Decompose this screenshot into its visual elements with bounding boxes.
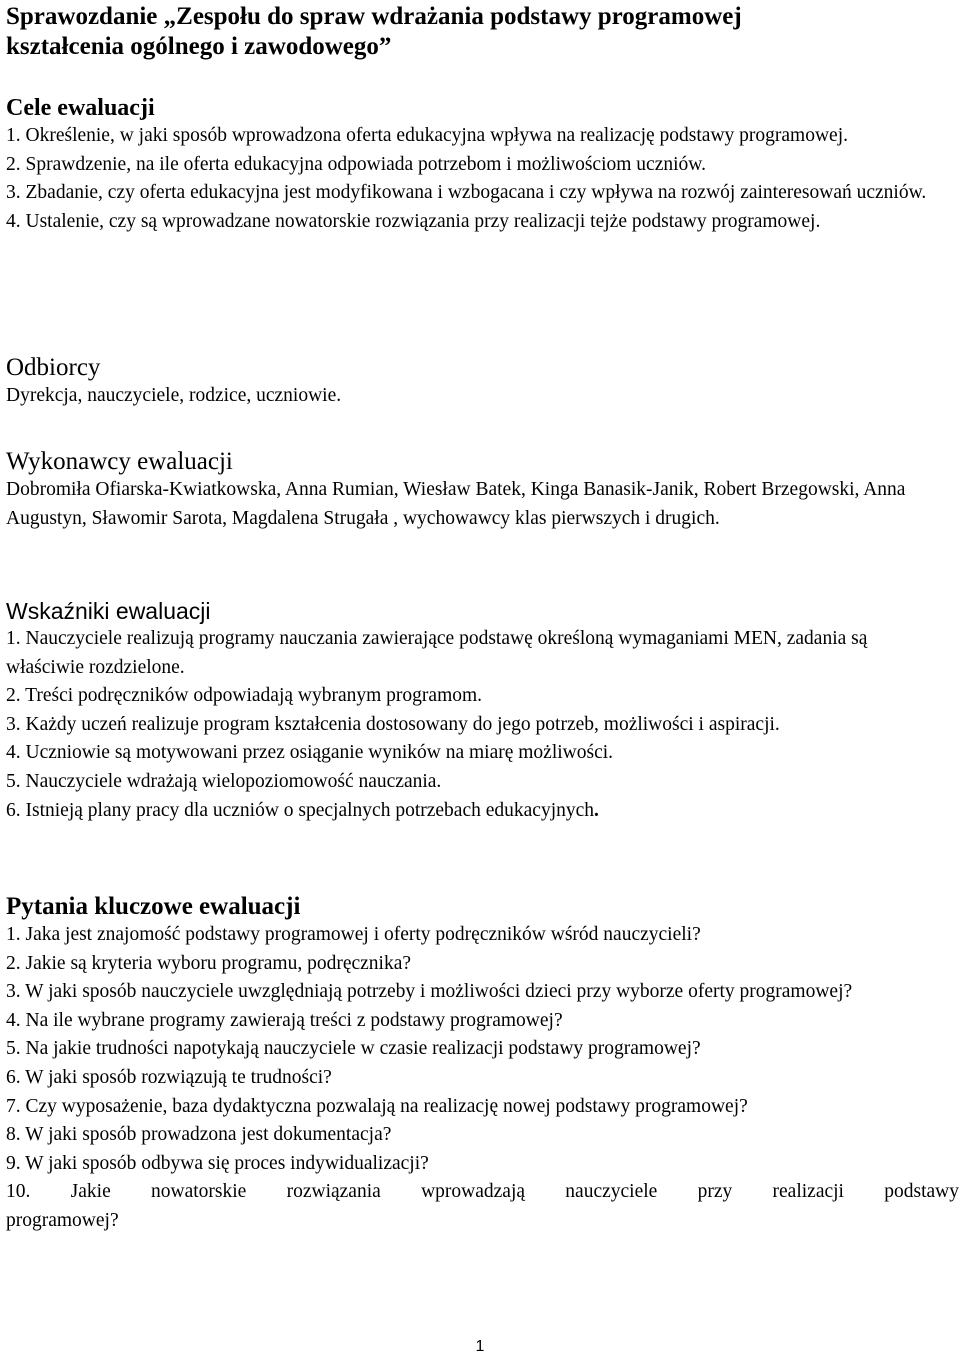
wskazniki-item-period: .	[594, 799, 599, 821]
pytania-item: 6. W jaki sposób rozwiązują te trudności?	[6, 1066, 332, 1088]
pytania-item: 2. Jakie są kryteria wyboru programu, podręcznika?	[6, 952, 412, 974]
pytania-item: 5. Na jakie trudności napotykają nauczyciele w czasie realizacji podstawy programowej?	[6, 1038, 701, 1060]
wykonawcy-text: Dobromiła Ofiarska-Kwiatkowska, Anna Rumian, Wiesław Batek, Kinga Banasik-Janik, Robert Brzegowski, Anna Augustyn, Sławomir Sarota, Magdalena Strugała , wychowawcy klas pierwszych i drugich.	[6, 479, 906, 529]
cele-item: 2. Sprawdzenie, na ile oferta edukacyjna odpowiada potrzebom i możliwościom uczniów.	[6, 153, 706, 175]
pytania-item: 7. Czy wyposażenie, baza dydaktyczna pozwalają na realizację nowej podstawy programowej?	[6, 1095, 748, 1117]
pytania-section	[6, 893, 960, 1236]
pytania-heading: Pytania kluczowe ewaluacji	[6, 893, 301, 920]
wskazniki-section	[6, 597, 960, 825]
odbiorcy-text: Dyrekcja, nauczyciele, rodzice, uczniowie.	[6, 385, 342, 406]
page-number: 1	[475, 1338, 485, 1355]
wykonawcy-section	[6, 448, 960, 533]
odbiorcy-heading: Odbiorcy	[6, 354, 101, 381]
wskazniki-item: 3. Każdy uczeń realizuje program kształcenia dostosowany do jego potrzeb, możliwości i aspiracji.	[6, 713, 780, 735]
pytania-item: 3. W jaki sposób nauczyciele uwzględniają potrzeby i możliwości dzieci przy wyborze oferty programowej?	[6, 981, 853, 1003]
odbiorcy-section	[6, 354, 960, 411]
wskazniki-item-text: 6. Istnieją plany pracy dla uczniów o specjalnych potrzebach edukacyjnych	[6, 799, 595, 821]
document-title	[6, 2, 956, 62]
cele-list	[6, 122, 960, 236]
wskazniki-item: 4. Uczniowie są motywowani przez osiąganie wyników na miarę możliwości.	[6, 742, 614, 764]
title-line-1: Sprawozdanie „Zespołu do spraw wdrażania podstawy programowej	[6, 3, 742, 30]
cele-item: 4. Ustalenie, czy są wprowadzane nowatorskie rozwiązania przy realizacji tejże podstawy programowej.	[6, 210, 821, 232]
pytania-item-10-line-2: programowej?	[6, 1209, 119, 1231]
wskazniki-item: 5. Nauczyciele wdrażają wielopoziomowość nauczania.	[6, 770, 442, 792]
pytania-list	[6, 921, 960, 1236]
pytania-item: 8. W jaki sposób prowadzona jest dokumentacja?	[6, 1124, 392, 1146]
wykonawcy-heading: Wykonawcy ewaluacji	[6, 448, 233, 475]
cele-item: 3. Zbadanie, czy oferta edukacyjna jest modyfikowana i wzbogacana i czy wpływa na rozwój zainteresowań uczniów.	[6, 182, 927, 204]
pytania-item-10	[6, 1178, 959, 1235]
wskazniki-list	[6, 625, 960, 825]
cele-section	[6, 94, 960, 236]
title-line-2: kształcenia ogólnego i zawodowego”	[6, 33, 392, 60]
pytania-item: 9. W jaki sposób odbywa się proces indywidualizacji?	[6, 1152, 429, 1174]
wskazniki-item-last	[6, 797, 960, 826]
cele-heading: Cele ewaluacji	[6, 95, 155, 121]
wskazniki-item: 1. Nauczyciele realizują programy nauczania zawierające podstawę określoną wymaganiami MEN, zadania są właściwie rozdzielone.	[6, 628, 868, 678]
wskazniki-item: 2. Treści podręczników odpowiadają wybranym programom.	[6, 685, 483, 707]
pytania-item: 1. Jaka jest znajomość podstawy programowej i oferty podręczników wśród nauczycieli?	[6, 924, 701, 945]
pytania-item-10-line-1: 10. Jakie nowatorskie rozwiązania wprowadzają nauczyciele przy realizacji podstawy	[6, 1181, 959, 1203]
wskazniki-heading: Wskaźniki ewaluacji	[6, 598, 211, 624]
pytania-item: 4. Na ile wybrane programy zawierają treści z podstawy programowej?	[6, 1009, 563, 1031]
cele-item: 1. Określenie, w jaki sposób wprowadzona oferta edukacyjna wpływa na realizację podstawy programowej.	[6, 125, 848, 146]
